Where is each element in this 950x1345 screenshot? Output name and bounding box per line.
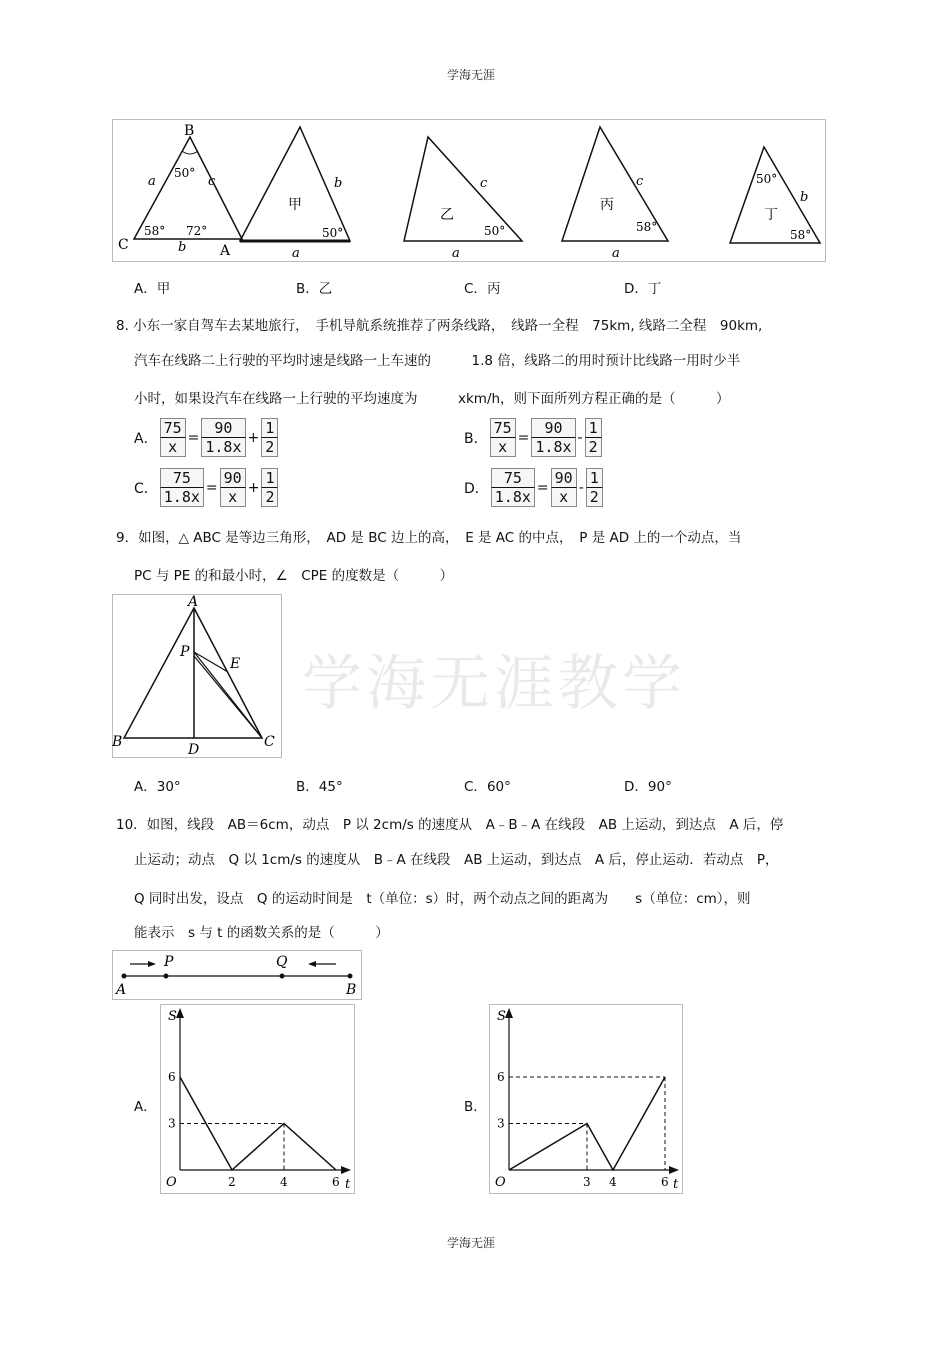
graph-a-x-arrow: [341, 1166, 351, 1174]
q9-line-2: PC 与 PE 的和最小时，∠ CPE 的度数是（ ）: [134, 568, 454, 584]
tri-jia-angle: 50°: [322, 226, 344, 240]
graph-a-y-tick-6: 6: [168, 1070, 176, 1084]
page-footer: 学海无涯: [447, 1236, 496, 1250]
q9-option-a: A．30°: [134, 779, 181, 795]
graph-a-y-arrow: [176, 1008, 184, 1018]
tri-ding-angle-bottom: 58°: [790, 228, 812, 242]
q9-option-d: D．90°: [624, 779, 672, 795]
tri-jia-side-a: a: [292, 246, 300, 261]
graph-b-x-tick-6: 6: [661, 1175, 669, 1189]
tri1-label-a-vertex: A: [220, 243, 231, 259]
q9-label-c: C: [264, 734, 275, 750]
q7-option-a: A．甲: [134, 281, 171, 297]
q8-option-a: A． $\frac{75}{x}$ = $\frac{90}{1.8x}$ + $\frac{1}{2}$: [134, 418, 278, 457]
tri1-angle-a: 72°: [186, 224, 208, 238]
tri-ding-label: 丁: [764, 207, 778, 223]
graph-b-y-tick-6: 6: [497, 1070, 505, 1084]
graph-a-x-tick-6: 6: [332, 1175, 340, 1189]
q10-option-b: B．: [464, 1099, 487, 1115]
q7-triangles-figure: [112, 119, 826, 262]
q10-line-4: 能表示 s 与 t 的函数关系的是（ ）: [134, 925, 389, 941]
q10-graph-b: [489, 1004, 683, 1194]
tri1-label-b: B: [184, 123, 195, 139]
q10-option-a: A．: [134, 1099, 157, 1115]
q8-line-1: 8. 小东一家自驾车去某地旅行， 手机导航系统推荐了两条线路， 线路一全程 75km, 线路二全程 90km,: [116, 318, 763, 334]
q7-option-b: B．乙: [296, 281, 333, 297]
graph-a-y-tick-3: 3: [168, 1116, 176, 1131]
q10-label-q: Q: [276, 954, 288, 970]
graph-a-x-label: t: [345, 1177, 351, 1192]
graph-b-x-label: t: [673, 1177, 679, 1192]
q10-line-1: 10．如图，线段 AB＝6cm，动点 P 以 2cm/s 的速度从 A﹣B﹣A 在线段 AB 上运动，到达点 A 后，停: [116, 817, 784, 833]
q9-label-p: P: [180, 644, 190, 660]
q9-label-a: A: [188, 594, 199, 610]
tri-yi-side-c: c: [480, 176, 488, 191]
tri1-side-a: a: [148, 174, 156, 189]
graph-a-frame: [161, 1005, 355, 1194]
graph-b-y-label: S: [497, 1009, 506, 1024]
q8-option-c: C． $\frac{75}{1.8x}$ = $\frac{90}{x}$ + $\frac{1}{2}$: [134, 468, 278, 507]
q8-line-3: 小时，如果设汽车在线路一上行驶的平均速度为 xkm/h，则下面所列方程正确的是（ ）: [134, 391, 730, 407]
q8-option-b: B． $\frac{75}{x}$ = $\frac{90}{1.8x}$ - $\frac{1}{2}$: [464, 418, 602, 457]
q10-line-3: Q 同时出发，设点 Q 的运动时间是 t（单位：s）时，两个动点之间的距离为 s（单位：cm），则: [134, 891, 751, 907]
q8-line-2: 汽车在线路二上行驶的平均时速是线路一上车速的 1.8 倍，线路二的用时预计比线路一用时少半: [134, 353, 741, 369]
tri-ding-angle-top: 50°: [756, 172, 778, 186]
q10-label-a: A: [116, 982, 127, 998]
q9-label-d: D: [188, 742, 200, 758]
graph-a-y-label: S: [168, 1009, 177, 1024]
q7-option-d: D．丁: [624, 281, 662, 297]
q10-label-p: P: [164, 954, 174, 970]
q10-segment-figure: [112, 950, 362, 1000]
graph-b-y-tick-3: 3: [497, 1116, 505, 1131]
tri-yi-angle: 50°: [484, 224, 506, 238]
tri-bing-angle: 58°: [636, 220, 658, 234]
tri-yi-label: 乙: [440, 207, 454, 223]
tri-ding-side-b: b: [800, 190, 809, 205]
graph-b-x-tick-4: 4: [609, 1175, 617, 1189]
q9-option-b: B．45°: [296, 779, 343, 795]
q9-label-e: E: [230, 656, 241, 672]
tri-bing-label: 丙: [600, 197, 614, 213]
q8-option-d: D． $\frac{75}{1.8x}$ = $\frac{90}{x}$ - $\frac{1}{2}$: [464, 468, 603, 507]
q9-option-c: C．60°: [464, 779, 511, 795]
graph-a-origin-label: O: [166, 1175, 177, 1190]
watermark: 学海无涯教学: [302, 649, 686, 719]
tri1-side-c: c: [208, 174, 216, 189]
page-header: 学海无涯: [447, 68, 496, 82]
tri-bing-side-c: c: [636, 174, 644, 189]
q10-label-b: B: [346, 982, 357, 998]
tri-jia-label: 甲: [288, 197, 302, 213]
tri-bing-side-a: a: [612, 246, 620, 261]
graph-b-y-arrow: [505, 1008, 513, 1018]
tri-yi-side-a: a: [452, 246, 460, 261]
graph-a-x-tick-2: 2: [228, 1175, 236, 1189]
q9-triangle-figure: [112, 594, 282, 758]
tri1-side-b: b: [178, 240, 187, 255]
tri-jia-side-b: b: [334, 176, 343, 191]
q9-line-1: 9．如图，△ ABC 是等边三角形， AD 是 BC 边上的高， E 是 AC 的中点， P 是 AD 上的一个动点，当: [116, 530, 742, 546]
graph-b-origin-label: O: [495, 1175, 506, 1190]
graph-a-x-tick-4: 4: [280, 1175, 288, 1189]
q7-option-c: C．丙: [464, 281, 501, 297]
q10-graph-a: [160, 1004, 355, 1194]
q10-line-2: 止运动；动点 Q 以 1cm/s 的速度从 B﹣A 在线段 AB 上运动，到达点 A 后，停止运动．若动点 P，: [134, 852, 779, 868]
tri1-angle-c: 58°: [144, 224, 166, 238]
graph-b-x-arrow: [669, 1166, 679, 1174]
q9-label-b: B: [112, 734, 123, 750]
tri1-angle-b: 50°: [174, 166, 196, 180]
graph-b-x-tick-3: 3: [583, 1175, 591, 1189]
tri1-label-c: C: [118, 237, 129, 253]
